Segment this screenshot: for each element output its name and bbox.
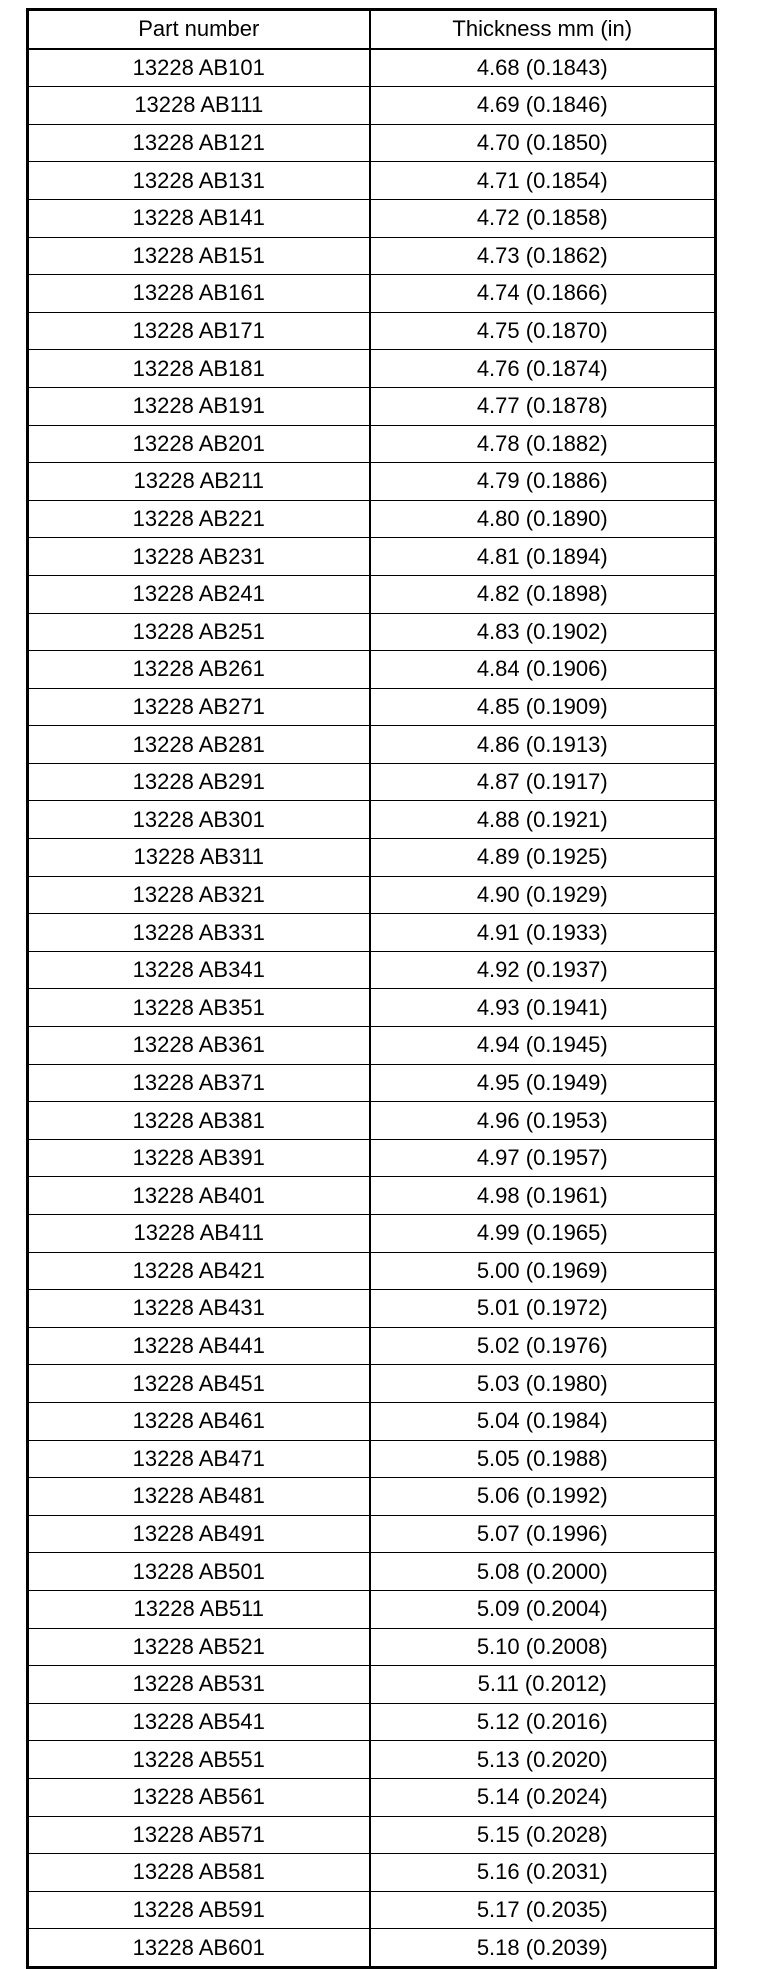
table-row — [28, 1515, 716, 1553]
part-number-cell: 13228 AB331 — [28, 914, 370, 952]
thickness-cell: 4.85 (0.1909) — [370, 688, 716, 726]
thickness-cell: 5.06 (0.1992) — [370, 1478, 716, 1516]
thickness-cell: 5.10 (0.2008) — [370, 1628, 716, 1666]
part-number-cell: 13228 AB521 — [28, 1628, 370, 1666]
part-number-cell: 13228 AB191 — [28, 387, 370, 425]
part-number-cell: 13228 AB461 — [28, 1402, 370, 1440]
table-row — [28, 651, 716, 689]
table-row — [28, 162, 716, 200]
thickness-cell: 4.83 (0.1902) — [370, 613, 716, 651]
part-number-cell: 13228 AB541 — [28, 1703, 370, 1741]
part-number-cell: 13228 AB571 — [28, 1816, 370, 1854]
thickness-cell: 5.16 (0.2031) — [370, 1854, 716, 1892]
thickness-cell: 4.94 (0.1945) — [370, 1027, 716, 1065]
thickness-cell: 4.81 (0.1894) — [370, 538, 716, 576]
part-number-cell: 13228 AB581 — [28, 1854, 370, 1892]
table-row — [28, 1402, 716, 1440]
thickness-cell: 4.87 (0.1917) — [370, 763, 716, 801]
thickness-cell: 4.70 (0.1850) — [370, 124, 716, 162]
thickness-cell: 4.96 (0.1953) — [370, 1102, 716, 1140]
thickness-cell: 5.12 (0.2016) — [370, 1703, 716, 1741]
table-row — [28, 1816, 716, 1854]
part-number-cell: 13228 AB131 — [28, 162, 370, 200]
thickness-cell: 5.18 (0.2039) — [370, 1929, 716, 1968]
table-row — [28, 1102, 716, 1140]
table-row — [28, 1929, 716, 1968]
thickness-cell: 4.92 (0.1937) — [370, 951, 716, 989]
part-number-cell: 13228 AB151 — [28, 237, 370, 275]
table-row — [28, 1854, 716, 1892]
part-number-cell: 13228 AB491 — [28, 1515, 370, 1553]
table-row — [28, 1252, 716, 1290]
table-row — [28, 538, 716, 576]
table-row — [28, 387, 716, 425]
table-row — [28, 1064, 716, 1102]
table-row — [28, 199, 716, 237]
table-row — [28, 1027, 716, 1065]
part-number-cell: 13228 AB171 — [28, 312, 370, 350]
part-number-cell: 13228 AB231 — [28, 538, 370, 576]
thickness-cell: 4.95 (0.1949) — [370, 1064, 716, 1102]
table-row — [28, 237, 716, 275]
table-row — [28, 1666, 716, 1704]
part-number-cell: 13228 AB381 — [28, 1102, 370, 1140]
table-row — [28, 688, 716, 726]
table-row — [28, 1139, 716, 1177]
part-number-cell: 13228 AB261 — [28, 651, 370, 689]
thickness-cell: 4.71 (0.1854) — [370, 162, 716, 200]
part-number-cell: 13228 AB311 — [28, 839, 370, 877]
part-number-cell: 13228 AB601 — [28, 1929, 370, 1968]
thickness-cell: 4.93 (0.1941) — [370, 989, 716, 1027]
thickness-cell: 4.80 (0.1890) — [370, 500, 716, 538]
part-number-cell: 13228 AB471 — [28, 1440, 370, 1478]
thickness-cell: 5.09 (0.2004) — [370, 1590, 716, 1628]
table-row — [28, 1891, 716, 1929]
part-number-cell: 13228 AB271 — [28, 688, 370, 726]
part-number-cell: 13228 AB241 — [28, 575, 370, 613]
thickness-cell: 4.76 (0.1874) — [370, 350, 716, 388]
part-number-cell: 13228 AB181 — [28, 350, 370, 388]
thickness-cell: 4.78 (0.1882) — [370, 425, 716, 463]
part-number-cell: 13228 AB421 — [28, 1252, 370, 1290]
thickness-cell: 4.77 (0.1878) — [370, 387, 716, 425]
thickness-cell: 4.89 (0.1925) — [370, 839, 716, 877]
table-row — [28, 500, 716, 538]
thickness-cell: 4.79 (0.1886) — [370, 463, 716, 501]
table-row — [28, 463, 716, 501]
thickness-cell: 5.08 (0.2000) — [370, 1553, 716, 1591]
thickness-cell: 5.04 (0.1984) — [370, 1402, 716, 1440]
part-number-cell: 13228 AB101 — [28, 49, 370, 87]
part-number-cell: 13228 AB371 — [28, 1064, 370, 1102]
thickness-cell: 4.88 (0.1921) — [370, 801, 716, 839]
part-number-cell: 13228 AB141 — [28, 199, 370, 237]
table-row — [28, 312, 716, 350]
thickness-cell: 5.07 (0.1996) — [370, 1515, 716, 1553]
part-number-cell: 13228 AB321 — [28, 876, 370, 914]
thickness-spec-table — [26, 8, 717, 1969]
table-row — [28, 124, 716, 162]
part-number-cell: 13228 AB111 — [28, 87, 370, 125]
table-row — [28, 876, 716, 914]
thickness-cell: 5.03 (0.1980) — [370, 1365, 716, 1403]
part-number-cell: 13228 AB281 — [28, 726, 370, 764]
table-row — [28, 1741, 716, 1779]
thickness-cell: 4.72 (0.1858) — [370, 199, 716, 237]
part-number-cell: 13228 AB411 — [28, 1215, 370, 1253]
thickness-cell: 4.97 (0.1957) — [370, 1139, 716, 1177]
part-number-cell: 13228 AB501 — [28, 1553, 370, 1591]
table-row — [28, 87, 716, 125]
thickness-cell: 4.98 (0.1961) — [370, 1177, 716, 1215]
thickness-cell: 5.17 (0.2035) — [370, 1891, 716, 1929]
part-number-cell: 13228 AB531 — [28, 1666, 370, 1704]
part-number-cell: 13228 AB401 — [28, 1177, 370, 1215]
part-number-cell: 13228 AB121 — [28, 124, 370, 162]
table-row — [28, 951, 716, 989]
table-row — [28, 275, 716, 313]
table-body — [28, 49, 716, 1968]
part-number-cell: 13228 AB481 — [28, 1478, 370, 1516]
table-row — [28, 613, 716, 651]
table-row — [28, 1440, 716, 1478]
thickness-cell: 4.82 (0.1898) — [370, 575, 716, 613]
thickness-cell: 4.84 (0.1906) — [370, 651, 716, 689]
thickness-cell: 4.86 (0.1913) — [370, 726, 716, 764]
header-thickness: Thickness mm (in) — [370, 10, 716, 49]
table-row — [28, 1590, 716, 1628]
part-number-cell: 13228 AB291 — [28, 763, 370, 801]
table-row — [28, 1628, 716, 1666]
table-row — [28, 575, 716, 613]
part-number-cell: 13228 AB591 — [28, 1891, 370, 1929]
thickness-cell: 4.74 (0.1866) — [370, 275, 716, 313]
table-row — [28, 726, 716, 764]
thickness-cell: 4.68 (0.1843) — [370, 49, 716, 87]
part-number-cell: 13228 AB561 — [28, 1778, 370, 1816]
table-row — [28, 914, 716, 952]
table-row — [28, 1327, 716, 1365]
header-row — [28, 10, 716, 49]
thickness-cell: 5.05 (0.1988) — [370, 1440, 716, 1478]
table-row — [28, 425, 716, 463]
table-row — [28, 1553, 716, 1591]
part-number-cell: 13228 AB211 — [28, 463, 370, 501]
table-row — [28, 1365, 716, 1403]
thickness-cell: 5.01 (0.1972) — [370, 1290, 716, 1328]
thickness-cell: 4.73 (0.1862) — [370, 237, 716, 275]
part-number-cell: 13228 AB301 — [28, 801, 370, 839]
table-header — [28, 10, 716, 49]
thickness-cell: 5.02 (0.1976) — [370, 1327, 716, 1365]
part-number-cell: 13228 AB251 — [28, 613, 370, 651]
thickness-cell: 4.75 (0.1870) — [370, 312, 716, 350]
thickness-cell: 4.91 (0.1933) — [370, 914, 716, 952]
table-row — [28, 350, 716, 388]
part-number-cell: 13228 AB351 — [28, 989, 370, 1027]
table-row — [28, 989, 716, 1027]
table-row — [28, 763, 716, 801]
table-row — [28, 1215, 716, 1253]
part-number-cell: 13228 AB431 — [28, 1290, 370, 1328]
table-row — [28, 801, 716, 839]
table-row — [28, 1478, 716, 1516]
part-number-cell: 13228 AB201 — [28, 425, 370, 463]
thickness-cell: 5.13 (0.2020) — [370, 1741, 716, 1779]
part-number-cell: 13228 AB341 — [28, 951, 370, 989]
header-part-number: Part number — [28, 10, 370, 49]
table-row — [28, 1177, 716, 1215]
table-row — [28, 1703, 716, 1741]
part-number-cell: 13228 AB451 — [28, 1365, 370, 1403]
table-row — [28, 1290, 716, 1328]
table-row — [28, 49, 716, 87]
table-row — [28, 1778, 716, 1816]
part-number-cell: 13228 AB161 — [28, 275, 370, 313]
thickness-cell: 5.14 (0.2024) — [370, 1778, 716, 1816]
part-number-cell: 13228 AB221 — [28, 500, 370, 538]
thickness-cell: 5.11 (0.2012) — [370, 1666, 716, 1704]
thickness-cell: 5.15 (0.2028) — [370, 1816, 716, 1854]
part-number-cell: 13228 AB551 — [28, 1741, 370, 1779]
thickness-cell: 4.99 (0.1965) — [370, 1215, 716, 1253]
thickness-cell: 4.90 (0.1929) — [370, 876, 716, 914]
part-number-cell: 13228 AB361 — [28, 1027, 370, 1065]
thickness-cell: 5.00 (0.1969) — [370, 1252, 716, 1290]
thickness-cell: 4.69 (0.1846) — [370, 87, 716, 125]
table-row — [28, 839, 716, 877]
part-number-cell: 13228 AB511 — [28, 1590, 370, 1628]
part-number-cell: 13228 AB391 — [28, 1139, 370, 1177]
part-number-cell: 13228 AB441 — [28, 1327, 370, 1365]
